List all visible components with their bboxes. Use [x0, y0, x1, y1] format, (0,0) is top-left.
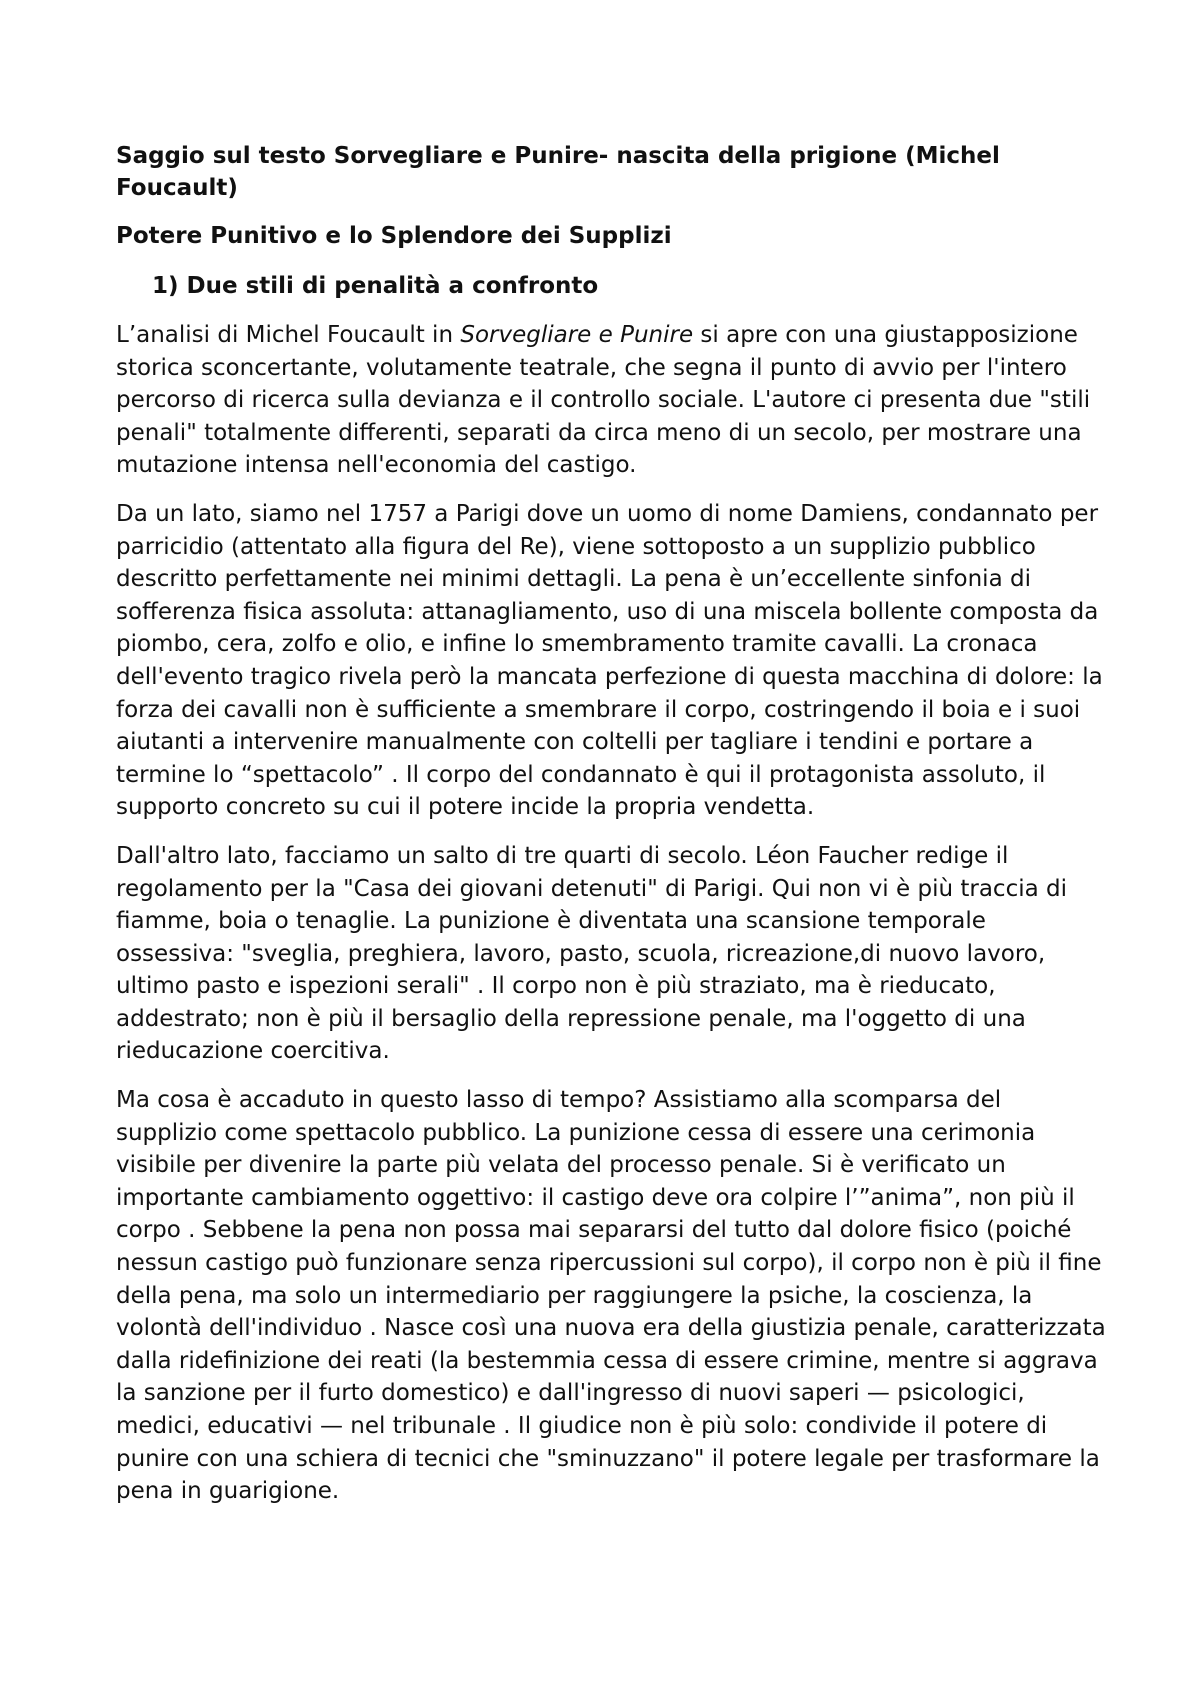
- paragraph-1: [116, 319, 1106, 482]
- paragraph-1-intro: L’analisi di Michel Foucault in: [116, 322, 461, 348]
- section-heading: 1) Due stili di penalità a confronto: [152, 273, 599, 299]
- paragraph-4: Ma cosa è accaduto in questo lasso di tempo? Assistiamo alla scomparsa del supplizio come spettacolo pubblico. La punizione cessa di essere una cerimonia visibile per divenire la parte più velata del processo penale. Si è verificato un importante cambiamento oggettivo: il castigo deve ora colpire l’”anima”, non più il corpo . Sebbene la pena non possa mai separarsi del tutto dal dolore fisico (poiché nessun castigo può funzionare senza ripercussioni sul corpo), il corpo non è più il fine della pena, ma solo un intermediario per raggiungere la psiche, la coscienza, la volontà dell'individuo . Nasce così una nuova era della giustizia penale, caratterizzata dalla ridefinizione dei reati (la bestemmia cessa di essere crimine, mentre si aggrava la sanzione per il furto domestico) e dall'ingresso di nuovi saperi — psicologici, medici, educativi — nel tribunale . Il giudice non è più solo: condivide il potere di punire con una schiera di tecnici che "sminuzzano" il potere legale per trasformare la pena in guarigione.: [116, 1087, 1106, 1505]
- document-page: [116, 140, 1106, 1524]
- paragraph-3: Dall'altro lato, facciamo un salto di tre quarti di secolo. Léon Faucher redige il regolamento per la "Casa dei giovani detenuti" di Parigi. Qui non vi è più traccia di fiamme, boia o tenaglie. La punizione è diventata una scansione temporale ossessiva: "sveglia, preghiera, lavoro, pasto, scuola, ricreazione,di nuovo lavoro, ultimo pasto e ispezioni serali" . Il corpo non è più straziato, ma è rieducato, addestrato; non è più il bersaglio della repressione penale, ma l'oggetto di una rieducazione coercitiva.: [116, 842, 1067, 1065]
- paragraph-1-body: si apre con una giustapposizione storica sconcertante, volutamente teatrale, che segna il punto di avvio per l'intero percorso di ricerca sulla devianza e il controllo sociale. L'autore ci presenta due "stili penali" totalmente differenti, separati da circa meno di un secolo, per mostrare una mutazione intensa nell'economia del castigo.: [116, 322, 1091, 479]
- book-title-italic: Sorvegliare e Punire: [460, 322, 694, 348]
- document-subtitle: Potere Punitivo e lo Splendore dei Supplizi: [116, 223, 672, 249]
- document-title: Saggio sul testo Sorvegliare e Punire- nascita della prigione (Michel Foucault): [116, 143, 1000, 201]
- paragraph-2: Da un lato, siamo nel 1757 a Parigi dove un uomo di nome Damiens, condannato per parricidio (attentato alla figura del Re), viene sottoposto a un supplizio pubblico descritto perfettamente nei minimi dettagli. La pena è un’eccellente sinfonia di sofferenza fisica assoluta: attanagliamento, uso di una miscela bollente composta da piombo, cera, zolfo e olio, e infine lo smembramento tramite cavalli. La cronaca dell'evento tragico rivela però la mancata perfezione di questa macchina di dolore: la forza dei cavalli non è sufficiente a smembrare il corpo, costringendo il boia e i suoi aiutanti a intervenire manualmente con coltelli per tagliare i tendini e portare a termine lo “spettacolo” . Il corpo del condannato è qui il protagonista assoluto, il supporto concreto su cui il potere incide la propria vendetta.: [116, 500, 1103, 821]
